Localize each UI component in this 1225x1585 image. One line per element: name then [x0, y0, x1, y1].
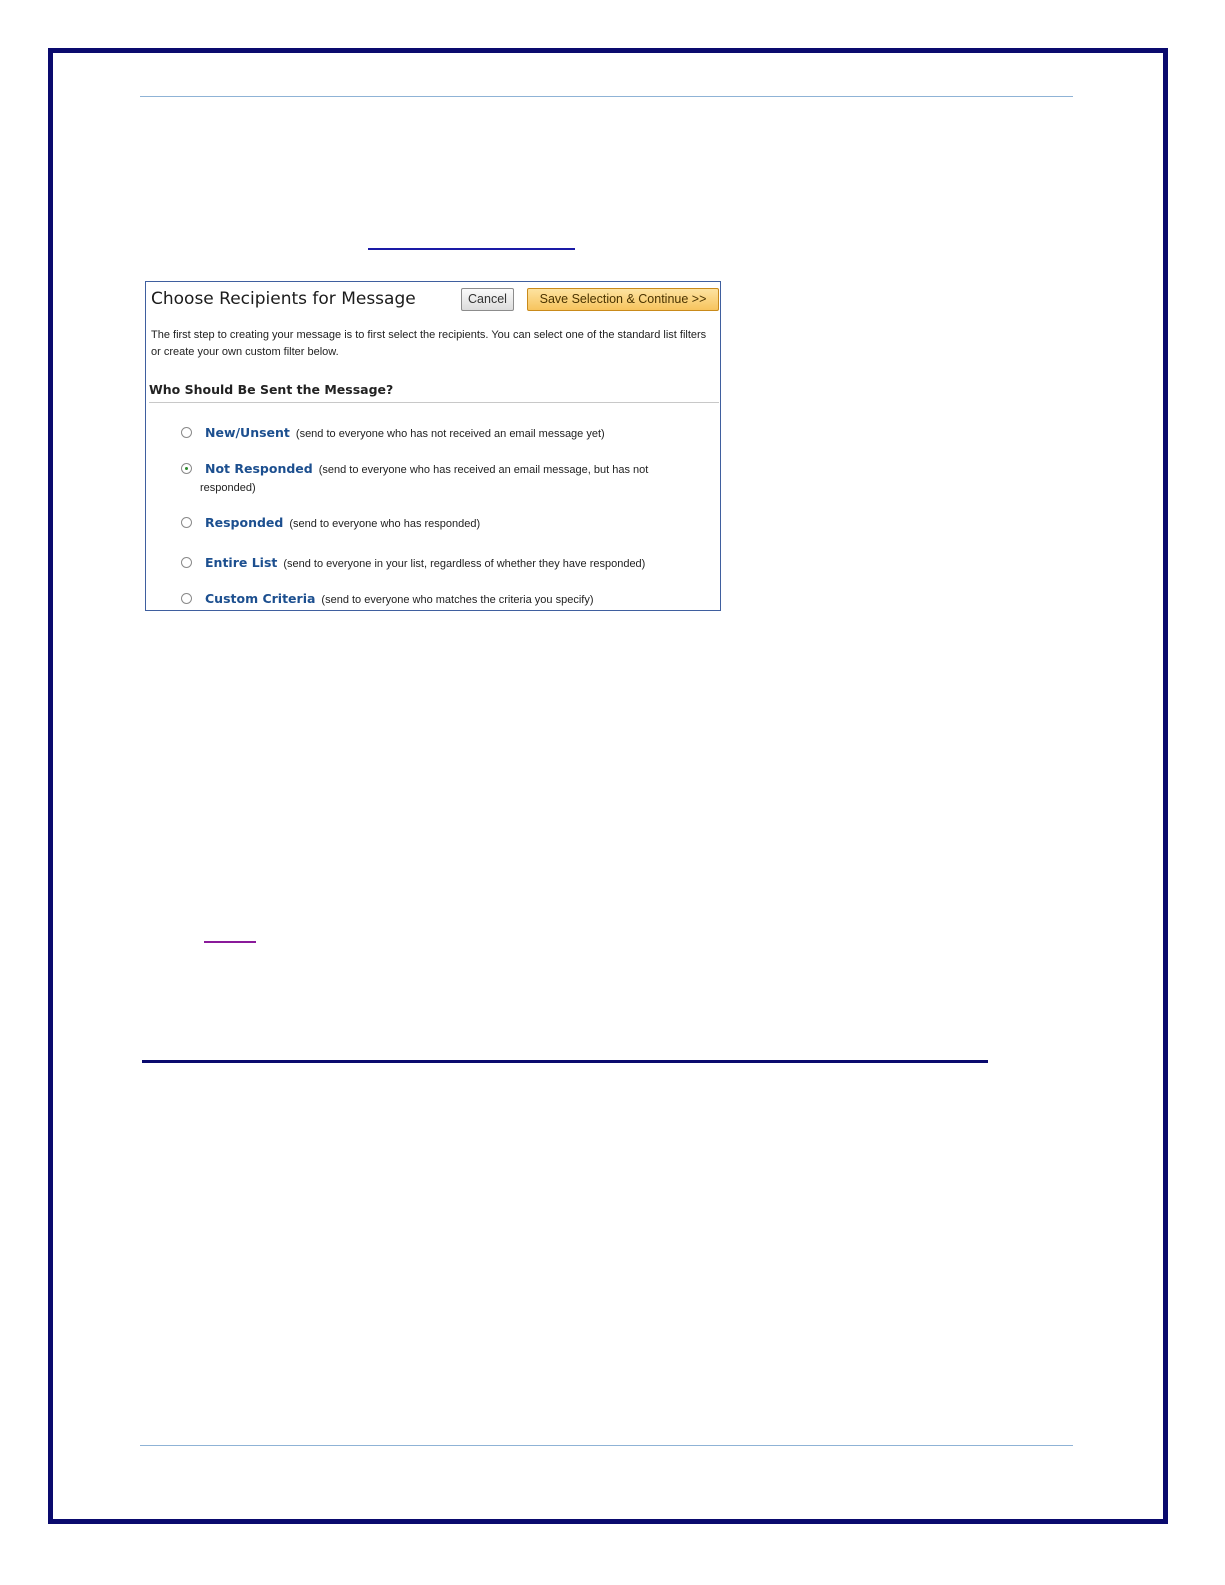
- header-rule: [140, 96, 1073, 97]
- option-label[interactable]: Custom Criteria: [205, 591, 316, 606]
- radio-custom-criteria[interactable]: [181, 593, 192, 604]
- dialog-title: Choose Recipients for Message: [151, 289, 416, 309]
- page-frame: [48, 48, 1168, 1524]
- radio-responded[interactable]: [181, 517, 192, 528]
- radio-not-responded[interactable]: [181, 463, 192, 474]
- option-description: (send to everyone who has not received an email message yet): [295, 428, 605, 440]
- option-new-unsent[interactable]: [181, 424, 701, 443]
- option-description: (send to everyone who matches the criteria you specify): [321, 594, 594, 606]
- option-label[interactable]: Not Responded: [205, 461, 313, 476]
- option-description: (send to everyone in your list, regardless of whether they have responded): [283, 558, 646, 570]
- radio-entire-list[interactable]: [181, 557, 192, 568]
- option-not-responded[interactable]: [181, 460, 701, 497]
- intro-text: The first step to creating your message is to first select the recipients. You can select one of the standard list filters or create your own custom filter below.: [151, 329, 707, 358]
- save-selection-continue-button[interactable]: Save Selection & Continue >>: [527, 288, 719, 311]
- option-label[interactable]: Responded: [205, 515, 284, 530]
- option-description: (send to everyone who has received an email message, but has not: [318, 464, 649, 476]
- hyperlink-underline[interactable]: [368, 248, 575, 250]
- section-heading: Who Should Be Sent the Message?: [149, 382, 394, 397]
- option-custom-criteria[interactable]: [181, 590, 701, 609]
- option-description-continued: responded): [200, 482, 256, 494]
- option-entire-list[interactable]: [181, 554, 701, 573]
- option-responded[interactable]: [181, 514, 701, 533]
- option-description: (send to everyone who has responded): [289, 518, 481, 530]
- option-label[interactable]: Entire List: [205, 555, 278, 570]
- footer-rule: [140, 1445, 1073, 1446]
- radio-new-unsent[interactable]: [181, 427, 192, 438]
- hyperlink-underline-small[interactable]: [204, 941, 256, 943]
- cancel-button[interactable]: Cancel: [461, 288, 514, 311]
- choose-recipients-dialog: [145, 281, 721, 611]
- section-divider: [149, 402, 719, 403]
- section-rule: [142, 1060, 988, 1063]
- option-label[interactable]: New/Unsent: [205, 425, 290, 440]
